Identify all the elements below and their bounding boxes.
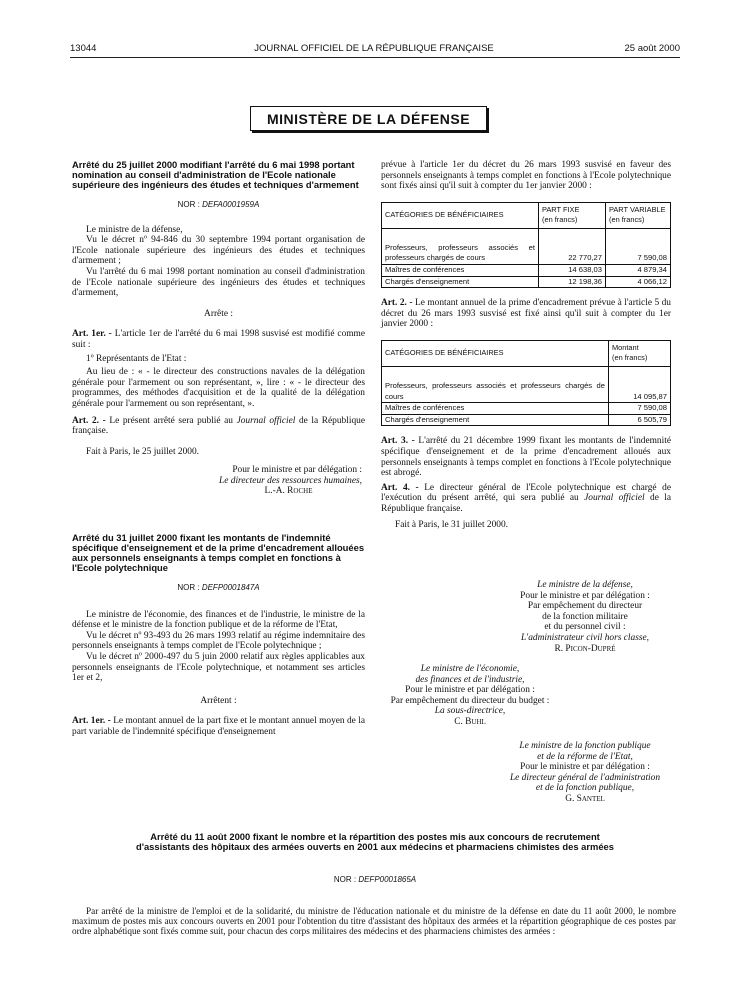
signature-defense	[490, 580, 680, 654]
sig-line: Le ministre de l'économie,	[420, 664, 520, 674]
table-row: Chargés d'enseignement	[382, 414, 609, 426]
sig-line: Par empêchement du directeur	[527, 601, 643, 612]
table-cell: 7 590,08	[609, 403, 671, 415]
nor-label: NOR :	[177, 583, 200, 593]
nor-code: DEFA0001959A	[202, 200, 260, 209]
sig-line: Le ministre de la défense,	[537, 580, 633, 590]
table-cell: 14 638,03	[539, 264, 606, 276]
header-rule	[70, 57, 680, 58]
sig-line: et du personnel civil :	[544, 622, 626, 633]
table-cell: 22 770,27	[539, 228, 606, 264]
journal-ref: Journal officiel	[236, 415, 296, 426]
table-cell: 4 066,12	[606, 276, 671, 288]
decree3-nor	[70, 875, 680, 884]
table-row: Professeurs, professeurs associés et professeurs chargés de cours	[382, 366, 609, 402]
art-text: Le montant annuel de la part fixe et le montant annuel moyen de la part variable de l'indemnité spécifique d'enseignement	[72, 716, 365, 737]
table-row: Maîtres de conférences	[382, 403, 609, 415]
table-part-fixe-variable	[381, 202, 671, 288]
table-row: Maîtres de conférences	[382, 264, 539, 276]
sig-line: Pour le ministre et par délégation :	[520, 590, 650, 601]
header-label: PART VARIABLE	[609, 204, 666, 214]
right-column	[381, 160, 671, 531]
decree1-p3: Vu l'arrêté du 6 mai 1998 portant nomination au conseil d'administration de l'Ecole nationale supérieure des ingénieurs des études et techniques d'armement,	[72, 266, 365, 299]
decree2-p3: Vu le décret nº 2000-497 du 5 juin 2000 relatif aux règles applicables aux personnels enseignants de l'Ecole polytechnique, et notamment ses articles 1er et 2,	[72, 652, 365, 684]
issue-date: 25 août 2000	[624, 43, 680, 54]
left-column	[72, 160, 365, 738]
header-unit: (en francs)	[542, 215, 578, 225]
decree1-sig2: Le directeur des ressources humaines,	[219, 475, 362, 486]
art-text: Le montant annuel de la prime d'encadrement prévue à l'article 5 du décret du 26 mars 1993 susvisé est fixé ainsi qu'il suit à compter du 1er janvier 2000 :	[381, 298, 671, 330]
signatory-name: C. Buhl	[454, 716, 486, 727]
header-unit: (en francs)	[609, 215, 645, 225]
table-prime-encadrement	[381, 340, 671, 426]
table-row: Chargés d'enseignement	[382, 276, 539, 288]
page-number: 13044	[70, 43, 97, 54]
table-cell: 12 198,36	[539, 276, 606, 288]
sig-line: des finances et de l'industrie,	[415, 674, 525, 685]
decree2-done: Fait à Paris, le 31 juillet 2000.	[395, 520, 509, 531]
decree3-title	[70, 832, 680, 852]
sig-line: et de la réforme de l'Etat,	[537, 751, 633, 762]
sig-line: Le ministre de la fonction publique	[519, 741, 651, 751]
journal-title: JOURNAL OFFICIEL DE LA RÉPUBLIQUE FRANÇAISE	[254, 43, 494, 54]
sig-line: de la fonction militaire	[542, 611, 628, 622]
decree1-p1: Le ministre de la défense,	[86, 224, 183, 235]
decree1-arrete: Arrête :	[204, 308, 233, 319]
sig-line: Pour le ministre et par délégation :	[520, 762, 650, 773]
decree2-col2-intro: prévue à l'article 1er du décret du 26 mars 1993 susvisé en faveur des personnels enseignants à temps complet en fonctions à l'Ecole polytechnique sont fixés ainsi qu'il suit à compter du 1er janvier 2000 :	[381, 160, 671, 192]
decree2-art2	[381, 298, 671, 330]
table1-header-variable	[606, 202, 671, 228]
decree3-body: Par arrêté de la ministre de l'emploi et de la solidarité, du ministre de l'éducation nationale et du ministre de la défense en date du 11 août 2000, le nombre maximum de postes mis aux concours ouverts en 2001 pour l'obtention du titre d'assistant des hôpitaux des armées et la répartition géographique de ces postes par ordre alphabétique sont fixés comme suit, pour chacun des corps militaires des médecins et des pharmaciens chimistes des armées :	[72, 906, 676, 937]
art-text: de la République française.	[381, 493, 671, 514]
nor-code: DEFP0001847A	[201, 583, 260, 593]
art-text: Le directeur général de l'Ecole polytechnique est chargé de l'exécution du présent arrêté, qui sera publié au	[381, 482, 671, 504]
decree1-sig3: L.-A. Roche	[264, 486, 313, 497]
table1-header-fixe	[539, 202, 606, 228]
table-cell: 14 095,87	[609, 366, 671, 402]
decree1-done: Fait à Paris, le 25 juillet 2000.	[86, 446, 200, 457]
ministry-heading: MINISTÈRE DE LA DÉFENSE	[250, 106, 487, 131]
nor-label: NOR :	[333, 875, 357, 884]
journal-ref: Journal officiel	[584, 493, 645, 504]
header-label: PART FIXE	[542, 204, 580, 214]
decree2-arrete: Arrêtent :	[200, 695, 237, 706]
sig-line: Le directeur général de l'administration	[509, 772, 661, 783]
art-text: L'arrêté du 21 décembre 1999 fixant les montants de l'indemnité spécifique d'enseignement et de la prime d'encadrement alloués aux personnels enseignants à temps complet en fonctions à l'Ecole polytechnique est abrogé.	[381, 436, 671, 479]
decree2-art1	[72, 716, 365, 737]
nor-code: DEFP0001865A	[358, 875, 417, 884]
decree1-art1-detail: Au lieu de : « - le directeur des constructions navales de la délégation générale pour l'armement ou son représentant, », lire : « - le directeur des programmes, des méthodes d'acquisition et de la qualité de la délégation générale pour l'armement ou son représentant, ».	[72, 367, 365, 409]
art-label: Art. 2. -	[72, 415, 106, 426]
decree1-title: Arrêté du 25 juillet 2000 modifiant l'arrêté du 6 mai 1998 portant nomination au conseil d'administration de l'Ecole nationale supérieure des ingénieurs des études et techniques d'armement	[72, 159, 359, 190]
decree1-art1	[72, 329, 365, 350]
decree1-art2	[72, 416, 365, 437]
table2-header-montant	[609, 340, 671, 366]
decree3-title-line: Arrêté du 11 août 2000 fixant le nombre et la répartition des postes mis aux concours de recrutement	[150, 831, 600, 842]
sig-line: La sous-directrice,	[434, 706, 506, 717]
art-text: Le présent arrêté sera publié au	[109, 415, 233, 426]
header-label: Montant	[612, 342, 639, 352]
decree1-p2: Vu le décret nº 94-846 du 30 septembre 1994 portant organisation de l'Ecole nationale supérieure des ingénieurs des études et techniques d'armement ;	[72, 235, 365, 267]
decree2-title: Arrêté du 31 juillet 2000 fixant les montants de l'indemnité spécifique d'enseignement et de la prime d'encadrement allouées aux personnels enseignants à temps complet en fonctions à l'Ecole polytechnique	[72, 532, 365, 574]
signature-fonction-publique	[490, 741, 680, 805]
art-label: Art. 3. -	[381, 436, 415, 447]
decree2-p2: Vu le décret nº 93-493 du 26 mars 1993 relatif au régime indemnitaire des personnels enseignants à temps complet de l'Ecole polytechnique ;	[72, 630, 365, 652]
table1-header-category: CATÉGORIES DE BÉNÉFICIAIRES	[382, 202, 539, 228]
table-cell: 6 505,79	[609, 414, 671, 426]
signatory-name: G. Santel	[565, 793, 605, 804]
signature-economy	[375, 664, 565, 728]
art-label: Art. 4. -	[381, 482, 419, 493]
signatory-name: R. Picon-Dupré	[554, 643, 616, 654]
nor-label: NOR :	[177, 200, 200, 209]
art-text: de la République française.	[72, 415, 365, 437]
sig-line: L'administrateur civil hors classe,	[520, 632, 650, 643]
art-label: Art. 2. -	[381, 298, 413, 309]
decree1-nor	[72, 200, 365, 211]
sig-line: et de la fonction publique,	[535, 783, 635, 794]
header-unit: (en francs)	[612, 353, 648, 363]
art-text: L'article 1er de l'arrêté du 6 mai 1998 susvisé est modifié comme suit :	[72, 329, 366, 350]
decree2-art4	[381, 483, 671, 515]
sig-line: Pour le ministre et par délégation :	[405, 685, 535, 696]
art-label: Art. 1er. -	[72, 716, 111, 727]
decree1-sig1: Pour le ministre et par délégation :	[232, 465, 362, 476]
table-cell: 4 879,34	[606, 264, 671, 276]
decree2-p1: Le ministre de l'économie, des finances et de l'industrie, le ministre de la défense et le ministre de la fonction publique et de la réforme de l'Etat,	[72, 609, 365, 631]
decree3-title-line: d'assistants des hôpitaux des armées ouverts en 2001 aux médecins et pharmaciens chimistes des armées	[136, 841, 614, 852]
decree1-art1-sub: 1º Représentants de l'Etat :	[86, 353, 187, 364]
decree2-art3	[381, 436, 671, 478]
table-row: Professeurs, professeurs associés et professeurs chargés de cours	[382, 228, 539, 264]
art-label: Art. 1er. -	[72, 329, 112, 340]
sig-line: Par empêchement du directeur du budget :	[390, 695, 550, 706]
table-cell: 7 590,08	[606, 228, 671, 264]
table2-header-category: CATÉGORIES DE BÉNÉFICIAIRES	[382, 340, 609, 366]
decree2-nor	[72, 583, 365, 594]
